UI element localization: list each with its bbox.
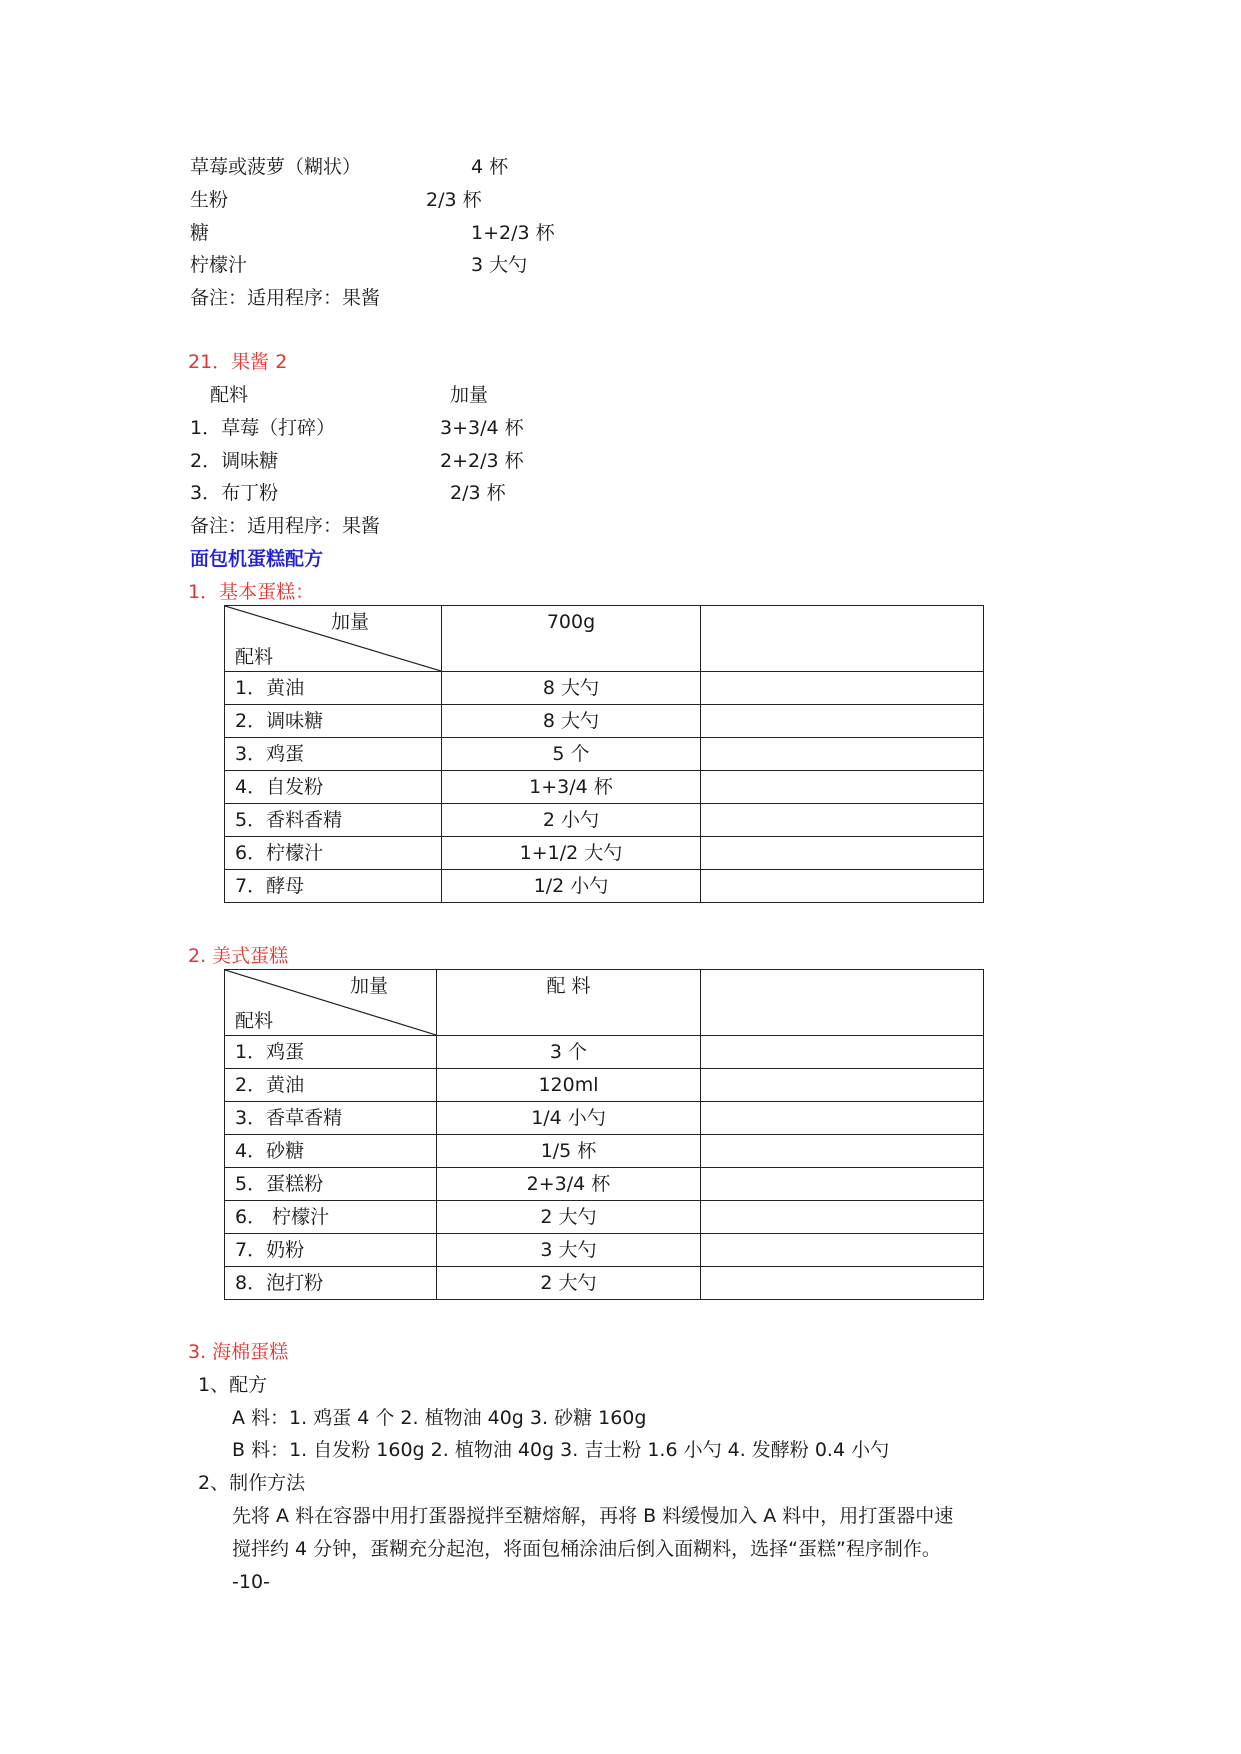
- ingredient-name: 4．自发粉: [225, 771, 442, 804]
- ingredient-name: 2．调味糖: [190, 450, 279, 472]
- empty-cell: [701, 1036, 984, 1069]
- ingredient-name: 3．香草香精: [225, 1102, 437, 1135]
- page-number: -10-: [232, 1571, 270, 1593]
- empty-cell: [701, 1201, 984, 1234]
- ingredient-name: 7．奶粉: [225, 1234, 437, 1267]
- ingredients-b-line: B 料：1. 自发粉 160g 2. 植物油 40g 3. 吉士粉 1.6 小勺 4. 发酵粉 0.4 小勺: [232, 1439, 890, 1461]
- empty-cell: [701, 837, 984, 870]
- ingredient-amount: 1+2/3 杯: [471, 222, 555, 244]
- method-text-line: 先将 A 料在容器中用打蛋器搅拌至糖熔解，再将 B 料缓慢加入 A 料中，用打蛋器中速: [232, 1505, 954, 1527]
- empty-cell: [701, 771, 984, 804]
- table-row: [225, 1234, 984, 1267]
- recipe-title: 2. 美式蛋糕: [188, 945, 289, 967]
- table-row: [225, 771, 984, 804]
- ingredient-amount: 1/5 杯: [437, 1135, 701, 1168]
- ingredient-name: 8．泡打粉: [225, 1267, 437, 1300]
- table-row: [225, 1267, 984, 1300]
- diagonal-header-cell: [225, 970, 437, 1036]
- empty-cell: [701, 804, 984, 837]
- ingredient-name: 7．酵母: [225, 870, 442, 903]
- ingredient-amount: 1+3/4 杯: [442, 771, 701, 804]
- table-row: [225, 738, 984, 771]
- table-row: [225, 1102, 984, 1135]
- recipe-note: 备注：适用程序：果酱: [190, 515, 381, 537]
- ingredient-amount: 2/3 杯: [450, 482, 506, 504]
- table-row: [225, 705, 984, 738]
- ingredient-amount: 2 大勺: [437, 1201, 701, 1234]
- ingredient-amount: 1/2 小勺: [442, 870, 701, 903]
- table-row: [225, 837, 984, 870]
- ingredient-name: 3．布丁粉: [190, 482, 279, 504]
- ingredient-name: 6．柠檬汁: [225, 837, 442, 870]
- empty-cell: [701, 1234, 984, 1267]
- ingredient-name: 2．黄油: [225, 1069, 437, 1102]
- ingredient-amount: 3 个: [437, 1036, 701, 1069]
- table-row: [225, 672, 984, 705]
- empty-cell: [701, 870, 984, 903]
- table-row: [225, 1201, 984, 1234]
- formula-heading: 1、配方: [198, 1374, 268, 1396]
- ingredient-name: 生粉: [190, 189, 229, 211]
- ingredient-name: 5．香料香精: [225, 804, 442, 837]
- recipe-title: 1．基本蛋糕：: [188, 581, 315, 603]
- header-ingredient-label: 配料: [235, 646, 274, 668]
- ingredient-amount: 8 大勺: [442, 705, 701, 738]
- empty-cell: [701, 672, 984, 705]
- table-row: [225, 1069, 984, 1102]
- header-amount-label: 加量: [331, 611, 370, 633]
- ingredient-amount: 2 小勺: [442, 804, 701, 837]
- ingredient-amount: 2/3 杯: [426, 189, 482, 211]
- empty-cell: [701, 1267, 984, 1300]
- table-row: [225, 1168, 984, 1201]
- empty-cell: [701, 1102, 984, 1135]
- table-row: [225, 1135, 984, 1168]
- table-row: [225, 1036, 984, 1069]
- recipe-title: 21．果酱 2: [188, 351, 288, 373]
- empty-cell: [701, 1168, 984, 1201]
- table-header-row: [225, 970, 984, 1036]
- ingredient-name: 草莓或菠萝（糊状）: [190, 156, 362, 178]
- ingredient-amount: 120ml: [437, 1069, 701, 1102]
- header-amount-label: 加量: [350, 975, 389, 997]
- ingredient-amount: 2+2/3 杯: [440, 450, 524, 472]
- ingredient-amount: 1/4 小勺: [437, 1102, 701, 1135]
- empty-cell: [701, 606, 984, 672]
- recipe-title: 3. 海棉蛋糕: [188, 1341, 289, 1363]
- ingredient-amount: 3 大勺: [437, 1234, 701, 1267]
- empty-cell: [701, 738, 984, 771]
- basic-cake-table: [224, 605, 984, 903]
- header-ingredient-label: 配料: [235, 1010, 274, 1032]
- ingredient-name: 3．鸡蛋: [225, 738, 442, 771]
- ingredient-amount: 5 个: [442, 738, 701, 771]
- header-ingredient-cell: 配 料: [437, 970, 701, 1036]
- table-row: [225, 870, 984, 903]
- empty-cell: [701, 705, 984, 738]
- ingredient-name: 2．调味糖: [225, 705, 442, 738]
- ingredient-name: 4．砂糖: [225, 1135, 437, 1168]
- empty-cell: [701, 1135, 984, 1168]
- section-title: 面包机蛋糕配方: [190, 548, 324, 570]
- ingredient-amount: 8 大勺: [442, 672, 701, 705]
- method-heading: 2、制作方法: [198, 1472, 306, 1494]
- ingredient-name: 柠檬汁: [190, 254, 248, 276]
- ingredient-name: 6． 柠檬汁: [225, 1201, 437, 1234]
- ingredients-a-line: A 料：1. 鸡蛋 4 个 2. 植物油 40g 3. 砂糖 160g: [232, 1407, 647, 1429]
- ingredient-amount: 3 大勺: [471, 254, 528, 276]
- ingredient-name: 1．草莓（打碎）: [190, 417, 336, 439]
- ingredient-amount: 2+3/4 杯: [437, 1168, 701, 1201]
- empty-cell: [701, 1069, 984, 1102]
- diagonal-header-cell: [225, 606, 442, 672]
- ingredient-name: 5．蛋糕粉: [225, 1168, 437, 1201]
- empty-cell: [701, 970, 984, 1036]
- column-header-ingredient: 配料: [210, 384, 249, 406]
- ingredient-amount: 3+3/4 杯: [440, 417, 524, 439]
- method-text-line: 搅拌约 4 分钟，蛋糊充分起泡，将面包桶涂油后倒入面糊料，选择“蛋糕”程序制作。: [232, 1538, 941, 1560]
- american-cake-table: [224, 969, 984, 1300]
- table-header-row: [225, 606, 984, 672]
- column-header-amount: 加量: [450, 384, 489, 406]
- ingredient-amount: 2 大勺: [437, 1267, 701, 1300]
- ingredient-name: 糖: [190, 222, 210, 244]
- table-row: [225, 804, 984, 837]
- ingredient-name: 1．黄油: [225, 672, 442, 705]
- header-weight-cell: 700g: [442, 606, 701, 672]
- recipe-note: 备注：适用程序：果酱: [190, 287, 381, 309]
- ingredient-amount: 1+1/2 大勺: [442, 837, 701, 870]
- ingredient-amount: 4 杯: [471, 156, 509, 178]
- ingredient-name: 1．鸡蛋: [225, 1036, 437, 1069]
